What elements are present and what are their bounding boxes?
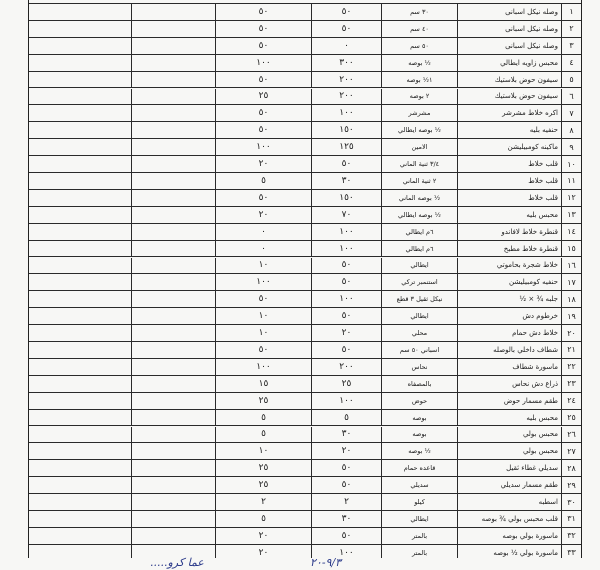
total-cell: ٢٥ (215, 393, 311, 409)
blank-cell (29, 460, 131, 476)
total-cell: ١٥ (215, 376, 311, 392)
blank-cell (131, 190, 215, 206)
spec-cell: ٦م ايطالي (381, 241, 457, 257)
table-row (29, 122, 581, 139)
page-footer (0, 558, 600, 570)
description-cell: محبس بولي (457, 427, 561, 443)
spec-cell: ½ بوصه (381, 55, 457, 71)
quantity-cell: ٢٠٠ (311, 72, 381, 88)
description-cell: وصله نيكل اسبانى (457, 21, 561, 37)
blank-cell (29, 156, 131, 172)
table-row (29, 89, 581, 106)
description-cell: حنفيه بليه (457, 122, 561, 138)
blank-cell (131, 477, 215, 493)
total-cell: ٢٠ (215, 156, 311, 172)
quantity-cell: ٠ (311, 38, 381, 54)
row-number-cell: ٢٣ (561, 376, 581, 392)
total-cell: ٥ (215, 410, 311, 426)
row-number-cell: ١٠ (561, 156, 581, 172)
spec-cell: محلي (381, 325, 457, 341)
total-cell: ٠ (215, 241, 311, 257)
spec-cell: اسباني ٥٠ سم (381, 342, 457, 358)
table-row (29, 511, 581, 528)
table-row (29, 376, 581, 393)
blank-cell (131, 460, 215, 476)
blank-cell (131, 105, 215, 121)
blank-cell (131, 376, 215, 392)
spec-cell: ٣/٤ ثنية الماني (381, 156, 457, 172)
quantity-cell: ١٠٠ (311, 393, 381, 409)
description-cell: ذراع دش نحاس (457, 376, 561, 392)
description-cell: طقم مسمار سديلي (457, 477, 561, 493)
blank-cell (29, 190, 131, 206)
quantity-cell: ١٠٠ (311, 105, 381, 121)
table-row (29, 258, 581, 275)
description-cell: قنطرة خلاط لافاندو (457, 224, 561, 240)
quantity-cell: ٥٠ (311, 477, 381, 493)
blank-cell (29, 427, 131, 443)
spec-cell: الامين (381, 139, 457, 155)
total-cell: ٥٠ (215, 342, 311, 358)
blank-cell (29, 274, 131, 290)
quantity-cell: ٥٠ (311, 460, 381, 476)
blank-cell (29, 511, 131, 527)
row-number-cell: ١٥ (561, 241, 581, 257)
table-row (29, 359, 581, 376)
row-number-cell: ٧ (561, 105, 581, 121)
description-cell: سديلي غطاء ثقيل (457, 460, 561, 476)
description-cell: سيفون حوض بلاستيك (457, 89, 561, 105)
spec-cell: ٢ ثنية الماني (381, 173, 457, 189)
blank-cell (131, 393, 215, 409)
total-cell: ١٠ (215, 308, 311, 324)
spec-cell: بالمصفاه (381, 376, 457, 392)
row-number-cell: ٢٤ (561, 393, 581, 409)
spec-cell: ½ بوصه الماني (381, 190, 457, 206)
blank-cell (29, 308, 131, 324)
quantity-cell: ٥٠ (311, 4, 381, 20)
row-number-cell: ٣٣ (561, 545, 581, 561)
table-row (29, 460, 581, 477)
total-cell: ٢٥ (215, 460, 311, 476)
spec-cell: ايطالي (381, 308, 457, 324)
total-cell: ١٠ (215, 325, 311, 341)
quantity-cell: ١٠٠ (311, 241, 381, 257)
table-row (29, 494, 581, 511)
blank-cell (131, 291, 215, 307)
description-cell: قنطرة خلاط مطبخ (457, 241, 561, 257)
blank-cell (29, 72, 131, 88)
total-cell: ١٠٠ (215, 55, 311, 71)
row-number-cell: ٢٩ (561, 477, 581, 493)
table-row (29, 325, 581, 342)
items-table (28, 0, 582, 558)
table-row (29, 308, 581, 325)
total-cell: ٥٠ (215, 4, 311, 20)
row-number-cell: ١٧ (561, 274, 581, 290)
spec-cell: ١½ بوصه (381, 72, 457, 88)
total-cell: ٢٠ (215, 545, 311, 561)
description-cell: طقم مسمار حوض (457, 393, 561, 409)
row-number-cell: ١ (561, 4, 581, 20)
description-cell: قلب خلاط (457, 173, 561, 189)
description-cell: قلب خلاط (457, 190, 561, 206)
spec-cell: نحاس (381, 359, 457, 375)
total-cell: ٥٠ (215, 38, 311, 54)
quantity-cell: ٢٠٠ (311, 359, 381, 375)
description-cell: اكره خلاط مشرشر (457, 105, 561, 121)
blank-cell (29, 241, 131, 257)
description-cell: محبس بولي (457, 443, 561, 459)
blank-cell (29, 443, 131, 459)
quantity-cell: ١٥٠ (311, 190, 381, 206)
table-row (29, 156, 581, 173)
quantity-cell: ١٠٠ (311, 224, 381, 240)
spec-cell: كيلو (381, 494, 457, 510)
blank-cell (131, 139, 215, 155)
total-cell: ٥ (215, 173, 311, 189)
row-number-cell: ٦ (561, 89, 581, 105)
table-row (29, 224, 581, 241)
total-cell: ١٠٠ (215, 359, 311, 375)
table-row (29, 427, 581, 444)
description-cell: خلاط شجرة بحاموتي (457, 258, 561, 274)
spec-cell: ايطالي (381, 511, 457, 527)
blank-cell (131, 224, 215, 240)
quantity-cell: ١٢٥ (311, 139, 381, 155)
total-cell: ٢٥ (215, 477, 311, 493)
blank-cell (29, 139, 131, 155)
table-row (29, 241, 581, 258)
spec-cell: ٥٠ سم (381, 38, 457, 54)
total-cell: ٢ (215, 494, 311, 510)
blank-cell (131, 325, 215, 341)
table-row (29, 207, 581, 224)
blank-cell (131, 38, 215, 54)
blank-cell (131, 410, 215, 426)
row-number-cell: ١٣ (561, 207, 581, 223)
table-row (29, 291, 581, 308)
description-cell: وصله نيكل اسبانى (457, 4, 561, 20)
row-number-cell: ٢١ (561, 342, 581, 358)
table-row (29, 55, 581, 72)
table-row (29, 410, 581, 427)
table-row (29, 38, 581, 55)
blank-cell (131, 122, 215, 138)
total-cell: ٥٠ (215, 72, 311, 88)
spec-cell: بالمتر (381, 545, 457, 561)
spec-cell: سديلي (381, 477, 457, 493)
blank-cell (131, 241, 215, 257)
table-row (29, 21, 581, 38)
spec-cell: ٢ بوصه (381, 89, 457, 105)
row-number-cell: ٣١ (561, 511, 581, 527)
quantity-cell: ١٠٠ (311, 291, 381, 307)
blank-cell (29, 477, 131, 493)
row-number-cell: ١٦ (561, 258, 581, 274)
blank-cell (29, 105, 131, 121)
spec-cell: بوصه (381, 427, 457, 443)
description-cell: محبس بليه (457, 410, 561, 426)
blank-cell (131, 4, 215, 20)
row-number-cell: ١٩ (561, 308, 581, 324)
blank-cell (131, 359, 215, 375)
total-cell: ٠ (215, 224, 311, 240)
quantity-cell: ٢٥ (311, 376, 381, 392)
blank-cell (131, 173, 215, 189)
blank-cell (29, 122, 131, 138)
total-cell: ١٠٠ (215, 274, 311, 290)
quantity-cell: ٥٠ (311, 308, 381, 324)
table-row (29, 190, 581, 207)
table-top-border (29, 3, 581, 4)
description-cell: محبس بليه (457, 207, 561, 223)
quantity-cell: ٣٠٠ (311, 55, 381, 71)
description-cell: خرطوم دش (457, 308, 561, 324)
spec-cell: ½ بوصه ايطالي (381, 122, 457, 138)
row-number-cell: ٢٨ (561, 460, 581, 476)
row-number-cell: ٣٠ (561, 494, 581, 510)
quantity-cell: ٥٠ (311, 21, 381, 37)
row-number-cell: ٢٧ (561, 443, 581, 459)
blank-cell (29, 258, 131, 274)
table-row (29, 393, 581, 410)
blank-cell (29, 359, 131, 375)
quantity-cell: ٥٠ (311, 274, 381, 290)
row-number-cell: ٤ (561, 55, 581, 71)
blank-cell (131, 207, 215, 223)
blank-cell (131, 156, 215, 172)
quantity-cell: ٧٠ (311, 207, 381, 223)
blank-cell (29, 55, 131, 71)
blank-cell (29, 173, 131, 189)
blank-cell (29, 38, 131, 54)
description-cell: قلب خلاط (457, 156, 561, 172)
description-cell: سيفون حوض بلاستيك (457, 72, 561, 88)
spec-cell: ٣٠ سم (381, 4, 457, 20)
total-cell: ٥ (215, 511, 311, 527)
total-cell: ٥٠ (215, 21, 311, 37)
quantity-cell: ٢٠ (311, 325, 381, 341)
quantity-cell: ٢٠ (311, 443, 381, 459)
total-cell: ٥٠ (215, 105, 311, 121)
blank-cell (29, 376, 131, 392)
spec-cell: بالمتر (381, 528, 457, 544)
table-row (29, 173, 581, 190)
description-cell: وصله نيكل اسبانى (457, 38, 561, 54)
total-cell: ١٠ (215, 443, 311, 459)
total-cell: ٢٠ (215, 207, 311, 223)
total-cell: ٥٠ (215, 291, 311, 307)
total-cell: ٥٠ (215, 122, 311, 138)
row-number-cell: ٢٠ (561, 325, 581, 341)
table-row (29, 342, 581, 359)
spec-cell: ٤٠ سم (381, 21, 457, 37)
quantity-cell: ١٥٠ (311, 122, 381, 138)
table-row (29, 274, 581, 291)
blank-cell (131, 274, 215, 290)
quantity-cell: ٢ (311, 494, 381, 510)
spec-cell: مشرشر (381, 105, 457, 121)
blank-cell (131, 72, 215, 88)
description-cell: جلبه ¾ × ½ (457, 291, 561, 307)
blank-cell (29, 224, 131, 240)
row-number-cell: ٢ (561, 21, 581, 37)
spec-cell: استنمبر تركي (381, 274, 457, 290)
blank-cell (29, 325, 131, 341)
total-cell: ٢٠ (215, 528, 311, 544)
blank-cell (131, 342, 215, 358)
blank-cell (29, 207, 131, 223)
table-row (29, 4, 581, 21)
table-row (29, 105, 581, 122)
table-row (29, 72, 581, 89)
spec-cell: ½ بوصه (381, 443, 457, 459)
spec-cell: ايطالي (381, 258, 457, 274)
description-cell: ماسورة بولي بوصه (457, 528, 561, 544)
description-cell: ماسورة بولي ½ بوصه (457, 545, 561, 561)
blank-cell (131, 528, 215, 544)
row-number-cell: ٢٥ (561, 410, 581, 426)
row-number-cell: ٩ (561, 139, 581, 155)
quantity-cell: ٥٠ (311, 156, 381, 172)
blank-cell (131, 427, 215, 443)
row-number-cell: ١٨ (561, 291, 581, 307)
blank-cell (29, 4, 131, 20)
row-number-cell: ١١ (561, 173, 581, 189)
table-row (29, 139, 581, 156)
quantity-cell: ٥٠ (311, 528, 381, 544)
description-cell: قلب محبس بولي ¾ بوصه (457, 511, 561, 527)
blank-cell (29, 342, 131, 358)
quantity-cell: ٢٠٠ (311, 89, 381, 105)
handwritten-note-date: ٩/٣-٢٠ (310, 556, 342, 569)
blank-cell (131, 258, 215, 274)
description-cell: اسطبه (457, 494, 561, 510)
row-number-cell: ٨ (561, 122, 581, 138)
quantity-cell: ٥٠ (311, 342, 381, 358)
quantity-cell: ٣٠ (311, 173, 381, 189)
total-cell: ١٠ (215, 258, 311, 274)
blank-cell (29, 494, 131, 510)
blank-cell (29, 528, 131, 544)
blank-cell (131, 494, 215, 510)
quantity-cell: ١٠٠ (311, 545, 381, 561)
blank-cell (131, 21, 215, 37)
quantity-cell: ٥٠ (311, 258, 381, 274)
spec-cell: نيكل ثقيل ٣ قطع (381, 291, 457, 307)
description-cell: شطاف داخلي بالوصله (457, 342, 561, 358)
blank-cell (29, 291, 131, 307)
blank-cell (29, 410, 131, 426)
table-row (29, 477, 581, 494)
blank-cell (131, 308, 215, 324)
row-number-cell: ١٤ (561, 224, 581, 240)
row-number-cell: ٢٦ (561, 427, 581, 443)
row-number-cell: ٣ (561, 38, 581, 54)
quantity-cell: ٥ (311, 410, 381, 426)
spec-cell: قاعده حمام (381, 460, 457, 476)
total-cell: ١٠٠ (215, 139, 311, 155)
table-row (29, 528, 581, 545)
blank-cell (29, 393, 131, 409)
spec-cell: بوصه (381, 410, 457, 426)
quantity-cell: ٣٠ (311, 511, 381, 527)
description-cell: ماسورة شطاف (457, 359, 561, 375)
quantity-cell: ٣٠ (311, 427, 381, 443)
description-cell: محبس زاويه ايطالي (457, 55, 561, 71)
description-cell: خلاط دش حمام (457, 325, 561, 341)
total-cell: ٥ (215, 427, 311, 443)
spec-cell: ٦م ايطالي (381, 224, 457, 240)
blank-cell (29, 89, 131, 105)
row-number-cell: ١٢ (561, 190, 581, 206)
spec-cell: حوض (381, 393, 457, 409)
table-row (29, 443, 581, 460)
row-number-cell: ٣٢ (561, 528, 581, 544)
total-cell: ٢٥ (215, 89, 311, 105)
row-number-cell: ٥ (561, 72, 581, 88)
spec-cell: ½ بوصه ايطالي (381, 207, 457, 223)
handwritten-note-signature: عما كرو..... (150, 556, 204, 569)
blank-cell (131, 89, 215, 105)
blank-cell (131, 443, 215, 459)
description-cell: حنفيه كومبيليشن (457, 274, 561, 290)
description-cell: ماكينه كومبيليشن (457, 139, 561, 155)
blank-cell (29, 21, 131, 37)
blank-cell (131, 55, 215, 71)
total-cell: ٥٠ (215, 190, 311, 206)
blank-cell (131, 511, 215, 527)
row-number-cell: ٢٢ (561, 359, 581, 375)
